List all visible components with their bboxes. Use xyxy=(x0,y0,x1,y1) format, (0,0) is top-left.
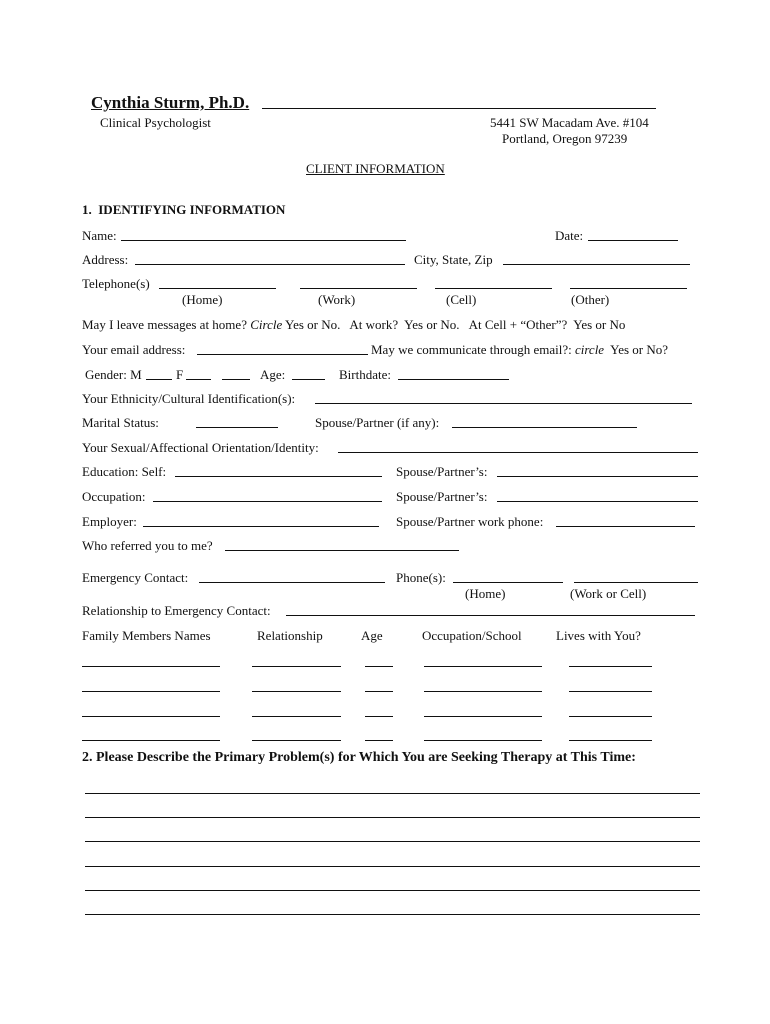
family-occupation-field[interactable] xyxy=(424,691,542,692)
family-lives-with-field[interactable] xyxy=(569,716,652,717)
relationship-label: Relationship to Emergency Contact: xyxy=(82,603,271,618)
email-question-a: May we communicate through email?: xyxy=(371,342,575,357)
spouse-field[interactable] xyxy=(452,427,637,428)
spouse-education-label: Spouse/Partner’s: xyxy=(396,464,488,479)
messages-question-b: Yes or No. At work? Yes or No. At Cell + “Other”? Yes or No xyxy=(282,317,626,332)
emergency-work-phone-field[interactable] xyxy=(574,582,698,583)
family-occupation-field[interactable] xyxy=(424,666,542,667)
marital-status-field[interactable] xyxy=(196,427,278,428)
birthdate-label: Birthdate: xyxy=(339,367,391,382)
header-rule xyxy=(262,108,656,109)
phone-other-field[interactable] xyxy=(570,288,687,289)
problem-description-line[interactable] xyxy=(85,841,700,842)
email-label: Your email address: xyxy=(82,342,186,357)
city-state-zip-field[interactable] xyxy=(503,264,690,265)
relationship-field[interactable] xyxy=(286,615,695,616)
spouse-work-phone-label: Spouse/Partner work phone: xyxy=(396,514,544,529)
spouse-occupation-field[interactable] xyxy=(497,501,698,502)
form-title: CLIENT INFORMATION xyxy=(306,161,445,176)
emergency-phones-label: Phone(s): xyxy=(396,570,446,585)
emergency-home-caption: (Home) xyxy=(465,586,506,601)
spouse-education-field[interactable] xyxy=(497,476,698,477)
gender-f-field[interactable] xyxy=(186,379,211,380)
occupation-label: Occupation: xyxy=(82,489,146,504)
messages-circle-word: Circle xyxy=(250,317,283,332)
messages-question xyxy=(82,318,625,331)
spouse-occupation-label: Spouse/Partner’s: xyxy=(396,489,488,504)
family-occupation-field[interactable] xyxy=(424,740,542,741)
spouse-label: Spouse/Partner (if any): xyxy=(315,415,440,430)
marital-status-label: Marital Status: xyxy=(82,415,159,430)
employer-field[interactable] xyxy=(143,526,379,527)
gender-label: Gender: M xyxy=(85,367,142,382)
family-lives-with-field[interactable] xyxy=(569,691,652,692)
ethnicity-label: Your Ethnicity/Cultural Identification(s): xyxy=(82,391,296,406)
family-name-field[interactable] xyxy=(82,691,220,692)
phone-work-field[interactable] xyxy=(300,288,417,289)
family-relationship-field[interactable] xyxy=(252,740,341,741)
occupation-field[interactable] xyxy=(153,501,382,502)
referred-label: Who referred you to me? xyxy=(82,538,213,553)
problem-description-line[interactable] xyxy=(85,890,700,891)
family-age-field[interactable] xyxy=(365,666,393,667)
emergency-home-phone-field[interactable] xyxy=(453,582,563,583)
family-header-occupation: Occupation/School xyxy=(422,628,522,643)
family-occupation-field[interactable] xyxy=(424,716,542,717)
family-relationship-field[interactable] xyxy=(252,691,341,692)
phone-cell-caption: (Cell) xyxy=(446,292,477,307)
phone-cell-field[interactable] xyxy=(435,288,552,289)
gender-m-field[interactable] xyxy=(146,379,172,380)
phone-home-caption: (Home) xyxy=(182,292,223,307)
age-field[interactable] xyxy=(292,379,325,380)
name-label: Name: xyxy=(82,228,117,243)
orientation-field[interactable] xyxy=(338,452,698,453)
referred-field[interactable] xyxy=(225,550,459,551)
birthdate-field[interactable] xyxy=(398,379,509,380)
family-age-field[interactable] xyxy=(365,691,393,692)
phone-work-caption: (Work) xyxy=(318,292,356,307)
problem-description-line[interactable] xyxy=(85,817,700,818)
family-lives-with-field[interactable] xyxy=(569,740,652,741)
family-relationship-field[interactable] xyxy=(252,666,341,667)
date-label: Date: xyxy=(555,228,584,243)
address-field[interactable] xyxy=(135,264,405,265)
section2-heading: 2. Please Describe the Primary Problem(s) for Which You are Seeking Therapy at This Time: xyxy=(82,750,636,765)
family-header-lives-with: Lives with You? xyxy=(556,628,641,643)
family-age-field[interactable] xyxy=(365,740,393,741)
phone-other-caption: (Other) xyxy=(571,292,610,307)
name-field[interactable] xyxy=(121,240,406,241)
family-name-field[interactable] xyxy=(82,666,220,667)
office-address-line1: 5441 SW Macadam Ave. #104 xyxy=(490,115,649,130)
orientation-label: Your Sexual/Affectional Orientation/Identity: xyxy=(82,440,319,455)
education-label: Education: Self: xyxy=(82,464,167,479)
email-permission-question xyxy=(371,343,668,356)
family-relationship-field[interactable] xyxy=(252,716,341,717)
family-age-field[interactable] xyxy=(365,716,393,717)
messages-question-a: May I leave messages at home? xyxy=(82,317,251,332)
city-state-zip-label: City, State, Zip xyxy=(414,252,493,267)
problem-description-line[interactable] xyxy=(85,866,700,867)
office-address-line2: Portland, Oregon 97239 xyxy=(502,131,628,146)
clinician-name: Cynthia Sturm, Ph.D. xyxy=(91,93,250,112)
telephone-label: Telephone(s) xyxy=(82,276,150,291)
problem-description-line[interactable] xyxy=(85,914,700,915)
clinician-title: Clinical Psychologist xyxy=(100,115,211,130)
family-lives-with-field[interactable] xyxy=(569,666,652,667)
email-field[interactable] xyxy=(197,354,368,355)
employer-label: Employer: xyxy=(82,514,137,529)
family-header-relationship: Relationship xyxy=(257,628,323,643)
email-circle-word: circle xyxy=(574,342,605,357)
ethnicity-field[interactable] xyxy=(315,403,692,404)
problem-description-line[interactable] xyxy=(85,793,700,794)
date-field[interactable] xyxy=(588,240,678,241)
emergency-contact-label: Emergency Contact: xyxy=(82,570,189,585)
family-name-field[interactable] xyxy=(82,740,220,741)
family-header-names: Family Members Names xyxy=(82,628,211,643)
spouse-work-phone-field[interactable] xyxy=(556,526,695,527)
family-name-field[interactable] xyxy=(82,716,220,717)
gender-other-field[interactable] xyxy=(222,379,250,380)
phone-home-field[interactable] xyxy=(159,288,276,289)
age-label: Age: xyxy=(260,367,286,382)
emergency-contact-field[interactable] xyxy=(199,582,385,583)
address-label: Address: xyxy=(82,252,129,267)
gender-f-label: F xyxy=(176,367,184,382)
section1-heading: 1. IDENTIFYING INFORMATION xyxy=(82,202,286,217)
education-field[interactable] xyxy=(175,476,382,477)
emergency-work-caption: (Work or Cell) xyxy=(570,586,647,601)
family-header-age: Age xyxy=(361,628,383,643)
email-question-b: Yes or No? xyxy=(604,342,669,357)
